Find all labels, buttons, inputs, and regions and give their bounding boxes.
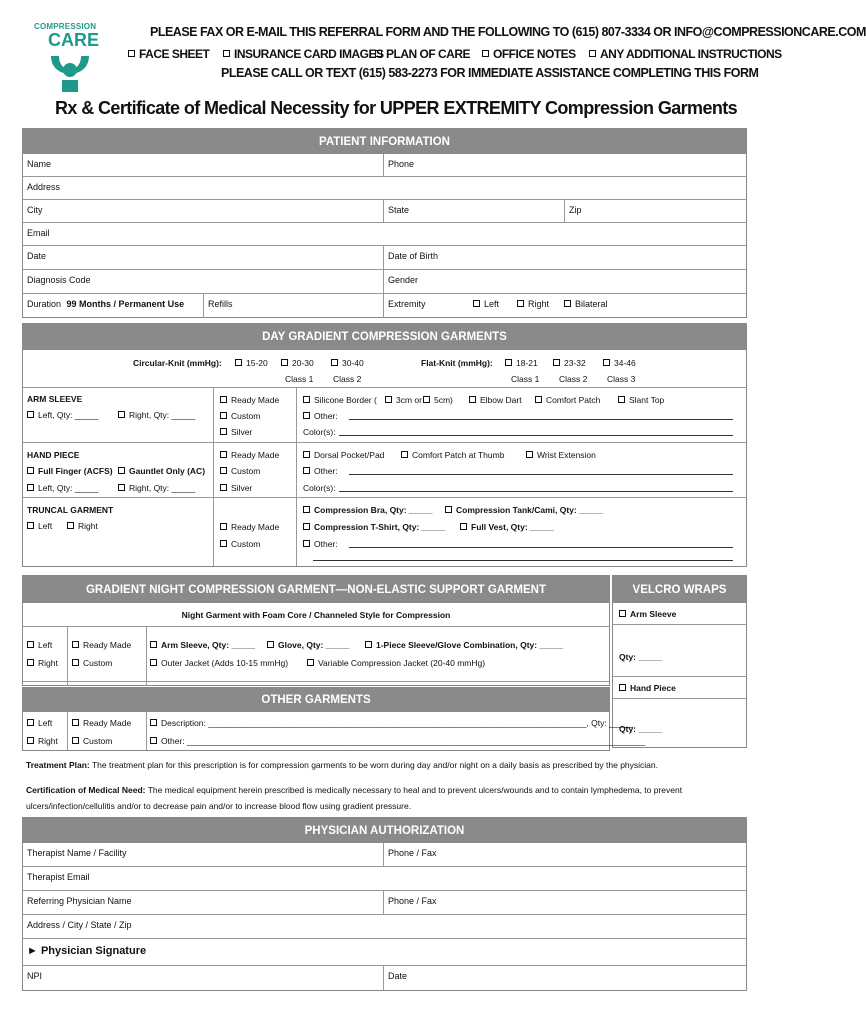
compression-bra-checkbox[interactable] [303,505,433,515]
compression-tank-checkbox[interactable] [445,505,603,515]
checkbox-label: Right [38,658,58,668]
checkbox-label: Left [484,299,500,309]
therapist-phone-field[interactable] [384,843,746,866]
extremity-field [384,294,746,318]
arm-sleeve-block [23,388,746,443]
patient-info-section [22,128,747,318]
other-left-checkbox[interactable] [27,718,52,728]
hand-other-line[interactable] [349,474,733,475]
referring-physician-label: Referring Physician Name [27,896,132,906]
dob-field[interactable] [384,246,746,269]
checklist-plan-of-care[interactable] [375,47,470,61]
gauntlet-checkbox[interactable] [118,466,205,476]
checkbox-label: Right [528,299,550,309]
arm-sleeve-title: ARM SLEEVE [27,394,83,404]
state-field[interactable] [384,200,565,222]
extremity-right-checkbox[interactable] [517,299,549,309]
other-garments-heading: OTHER GARMENTS [23,688,609,712]
checkbox-label: Full Finger (ACFS) [38,466,113,476]
night-one-piece-checkbox[interactable] [365,640,563,650]
treatment-plan-text: The treatment plan for this prescription is for compression garments to be worn during day and/or night on a daily basis as prescribed by the physician. [89,760,659,770]
checkbox-label: Left, Qty: _____ [38,410,99,420]
circular-15-20-checkbox[interactable] [235,358,268,368]
checklist-office-notes[interactable] [482,47,576,61]
slant-top-checkbox[interactable] [618,395,664,405]
silicone-5cm-checkbox[interactable] [423,395,453,405]
checkbox-label: Ready Made [83,718,132,728]
other-garments-section [22,687,646,751]
other-right-checkbox[interactable] [27,736,58,746]
checkbox-label: Other: _________________________________________________________________________________________________ [161,736,646,746]
circular-class-2: Class 2 [333,374,362,384]
logo-text-top: COMPRESSION [34,22,97,31]
arm-right-qty-checkbox[interactable] [118,410,195,420]
hand-piece-block [23,443,746,498]
checklist-insurance-card[interactable] [223,47,384,61]
refills-label: Refills [208,299,233,309]
address-field[interactable] [23,177,746,199]
arm-ready-made-checkbox[interactable] [220,395,279,405]
truncal-other-checkbox[interactable] [303,539,338,549]
checkbox-label: Description: ________________________________________________________________________________, Qty: _____ [161,718,633,728]
certification-text-1: The medical equipment herein prescribed is medically necessary to heal and to prevent ulcers/wounds and to contain lymphedema, to prevent [145,785,683,795]
zip-field[interactable] [565,200,746,222]
other-ready-made-checkbox[interactable] [72,718,131,728]
night-right-checkbox[interactable] [27,658,58,668]
hand-piece-title: HAND PIECE [27,450,80,460]
checkbox-label: 20-30 [292,358,314,368]
header-checklist [128,47,782,63]
checkbox-label: Slant Top [629,395,665,405]
checkbox-label: Right [38,736,58,746]
physician-address-label: Address / City / State / Zip [27,920,132,930]
night-left-checkbox[interactable] [27,640,52,650]
physician-phone-field[interactable] [384,891,746,914]
velcro-hand-piece-checkbox[interactable] [619,683,676,693]
checkbox-label: Comfort Patch [546,395,601,405]
hand-ready-made-checkbox[interactable] [220,450,279,460]
truncal-left-checkbox[interactable] [27,521,52,531]
checkbox-label: Bilateral [575,299,608,309]
checkbox-label: 5cm) [434,395,453,405]
truncal-other-line-2[interactable] [313,560,733,561]
velcro-arm-qty[interactable]: Qty: _____ [619,652,662,662]
zip-label: Zip [569,205,582,215]
physician-address-field[interactable] [23,915,746,938]
therapist-email-field[interactable] [23,867,746,890]
physician-phone-label: Phone / Fax [388,896,437,906]
checkbox-label: Left [38,640,53,650]
state-label: State [388,205,410,215]
arm-left-qty-checkbox[interactable] [27,410,98,420]
arm-custom-checkbox[interactable] [220,411,260,421]
truncal-custom-checkbox[interactable] [220,539,260,549]
form-title: Rx & Certificate of Medical Necessity for UPPER EXTREMITY Compression Garments [55,98,738,118]
checkbox-label: Hand Piece [630,683,676,693]
comfort-patch-thumb-checkbox[interactable] [401,450,504,460]
night-custom-checkbox[interactable] [72,658,112,668]
arm-silver-checkbox[interactable] [220,427,252,437]
checkbox-label: Compression Tank/Cami, Qty: _____ [456,505,603,515]
flat-class-2: Class 2 [559,374,588,384]
signature-date-label: Date [388,971,408,981]
npi-field[interactable] [23,966,384,991]
night-glove-checkbox[interactable] [267,640,349,650]
circular-20-30-checkbox[interactable] [281,358,314,368]
arm-colors-line[interactable] [339,435,733,436]
therapist-name-label: Therapist Name / Facility [27,848,127,858]
checklist-label: INSURANCE CARD IMAGES [234,47,384,61]
checkbox-label: 23-32 [564,358,586,368]
arm-colors-label: Color(s): [303,427,336,437]
compression-level-row [23,350,746,388]
velcro-arm-sleeve-checkbox[interactable] [619,609,676,619]
physician-auth-heading: PHYSICIAN AUTHORIZATION [23,818,746,843]
flat-class-3: Class 3 [607,374,636,384]
signature-date-field[interactable] [384,966,746,991]
checkbox-label: Full Vest, Qty: _____ [471,522,554,532]
truncal-title: TRUNCAL GARMENT [27,505,114,515]
logo-text-care: CARE [48,30,100,50]
checkbox-label: Ready Made [231,395,280,405]
silicone-3cm-checkbox[interactable] [385,395,422,405]
checklist-label: FACE SHEET [139,47,210,61]
checkbox-label: Custom [83,736,113,746]
flat-class-1: Class 1 [511,374,540,384]
hand-left-qty-checkbox[interactable] [27,483,98,493]
flat-23-32-checkbox[interactable] [553,358,586,368]
checkbox-label: Right [78,521,98,531]
header-line-1: PLEASE FAX OR E-MAIL THIS REFERRAL FORM AND THE FOLLOWING TO (615) 807-3334 OR INFO@COMPRESSIONCARE.COM [150,25,866,39]
other-description-checkbox[interactable] [150,718,633,728]
therapist-name-field[interactable] [23,843,384,866]
day-garments-section [22,323,747,567]
treatment-plan [26,760,658,770]
night-arm-sleeve-checkbox[interactable] [150,640,255,650]
header-line-3: PLEASE CALL OR TEXT (615) 583-2273 FOR IMMEDIATE ASSISTANCE COMPLETING THIS FORM [221,66,759,80]
truncal-ready-made-checkbox[interactable] [220,522,279,532]
gender-label: Gender [388,275,419,285]
city-field[interactable] [23,200,384,222]
logo-figure-icon [47,50,93,92]
certification-label: Certification of Medical Need: [26,785,146,795]
checklist-additional-instructions[interactable] [589,47,782,61]
circular-knit-label: Circular-Knit (mmHg): [133,358,222,368]
checkbox-label: Gauntlet Only (AC) [129,466,206,476]
checkbox-label: Ready Made [231,522,280,532]
checkbox-label: Other: [314,411,338,421]
checkbox-label: Custom [231,411,261,421]
hand-silver-checkbox[interactable] [220,483,252,493]
checkbox-label: Right, Qty: _____ [129,410,196,420]
refills-field[interactable] [204,294,384,318]
referring-physician-field[interactable] [23,891,384,914]
circular-class-1: Class 1 [285,374,314,384]
npi-label: NPI [27,971,43,981]
compression-tshirt-checkbox[interactable] [303,522,445,532]
checkbox-label: 1-Piece Sleeve/Glove Combination, Qty: _____ [376,640,564,650]
day-garments-heading: DAY GRADIENT COMPRESSION GARMENTS [23,324,746,350]
checkbox-label: 3cm or [396,395,422,405]
velcro-hand-qty[interactable]: Qty: _____ [619,724,662,734]
certification-text-2: ulcers/infection/cellulitis and/or to decrease pain and/or to increase blood flow using gradient pressure. [26,801,412,811]
arm-other-line[interactable] [349,419,733,420]
elbow-dart-checkbox[interactable] [469,395,522,405]
wrist-extension-checkbox[interactable] [526,450,596,460]
checkbox-label: Dorsal Pocket/Pad [314,450,385,460]
comfort-patch-checkbox[interactable] [535,395,600,405]
duration-field[interactable] [23,294,204,318]
extremity-left-checkbox[interactable] [473,299,499,309]
night-garment-heading: GRADIENT NIGHT COMPRESSION GARMENT—NON-ELASTIC SUPPORT GARMENT [23,576,609,603]
therapist-phone-label: Phone / Fax [388,848,437,858]
checkbox-label: Compression T-Shirt, Qty: _____ [314,522,446,532]
night-ready-made-checkbox[interactable] [72,640,131,650]
checkbox-label: Other: [314,466,338,476]
duration-label: Duration [27,299,62,309]
certification [26,782,682,814]
night-outer-jacket-checkbox[interactable] [150,658,288,668]
diagnosis-label: Diagnosis Code [27,275,91,285]
checkbox-label: Outer Jacket (Adds 10-15 mmHg) [161,658,289,668]
extremity-bilateral-checkbox[interactable] [564,299,608,309]
checkbox-label: Ready Made [231,450,280,460]
checkbox-label: Custom [83,658,113,668]
night-variable-jacket-checkbox[interactable] [307,658,485,668]
hand-other-checkbox[interactable] [303,466,338,476]
truncal-other-line[interactable] [349,547,733,548]
checkbox-label: Compression Bra, Qty: _____ [314,505,433,515]
checkbox-label: Wrist Extension [537,450,596,460]
checklist-label: ANY ADDITIONAL INSTRUCTIONS [600,47,782,61]
night-garment-section [22,575,610,686]
checkbox-label: Right, Qty: _____ [129,483,196,493]
flat-18-21-checkbox[interactable] [505,358,538,368]
checkbox-label: 30-40 [342,358,364,368]
name-label: Name [27,159,52,169]
checkbox-label: Elbow Dart [480,395,522,405]
company-logo [30,20,112,92]
diagnosis-field[interactable] [23,270,384,293]
patient-info-heading: PATIENT INFORMATION [23,129,746,154]
full-finger-checkbox[interactable] [27,466,113,476]
checkbox-label: Silver [231,483,253,493]
therapist-email-label: Therapist Email [27,872,90,882]
checkbox-label: Glove, Qty: _____ [278,640,350,650]
hand-right-qty-checkbox[interactable] [118,483,195,493]
date-field[interactable] [23,246,384,269]
checkbox-label: Custom [231,539,261,549]
checkbox-label: Left [38,521,53,531]
checkbox-label: Silicone Border ( [314,395,377,405]
night-garment-subheading: Night Garment with Foam Core / Channeled Style for Compression [23,603,609,627]
email-field[interactable] [23,223,746,245]
dob-label: Date of Birth [388,251,439,261]
arm-other-checkbox[interactable] [303,411,338,421]
checkbox-label: Variable Compression Jacket (20-40 mmHg) [318,658,486,668]
other-other-checkbox[interactable] [150,736,646,746]
checklist-face-sheet[interactable] [128,47,209,61]
city-label: City [27,205,43,215]
checklist-label: PLAN OF CARE [386,47,470,61]
circular-30-40-checkbox[interactable] [331,358,364,368]
checkbox-label: Custom [231,466,261,476]
flat-knit-label: Flat-Knit (mmHg): [421,358,493,368]
flat-34-46-checkbox[interactable] [603,358,636,368]
checkbox-label: 15-20 [246,358,268,368]
checkbox-label: Comfort Patch at Thumb [412,450,505,460]
dorsal-pocket-checkbox[interactable] [303,450,384,460]
velcro-wraps-heading: VELCRO WRAPS [613,576,746,603]
hand-colors-label: Color(s): [303,483,336,493]
phone-label: Phone [388,159,415,169]
truncal-block [23,498,746,567]
other-custom-checkbox[interactable] [72,736,112,746]
checkbox-label: Left, Qty: _____ [38,483,99,493]
name-field[interactable] [23,154,384,176]
address-label: Address [27,182,61,192]
checkbox-label: Arm Sleeve, Qty: _____ [161,640,256,650]
email-label: Email [27,228,50,238]
truncal-right-checkbox[interactable] [67,521,98,531]
checkbox-label: 34-46 [614,358,636,368]
silicone-border-checkbox[interactable] [303,395,377,405]
checkbox-label: 18-21 [516,358,538,368]
phone-field[interactable] [384,154,746,176]
checkbox-label: Other: [314,539,338,549]
extremity-label: Extremity [388,299,426,309]
physician-signature-field[interactable] [23,939,746,965]
date-label: Date [27,251,47,261]
duration-value: 99 Months / Permanent Use [66,299,185,309]
gender-field[interactable] [384,270,746,293]
checkbox-label: Ready Made [83,640,132,650]
physician-signature-label: ► Physician Signature [27,945,147,957]
hand-custom-checkbox[interactable] [220,466,260,476]
checkbox-label: Silver [231,427,253,437]
full-vest-checkbox[interactable] [460,522,554,532]
checkbox-label: Arm Sleeve [630,609,677,619]
treatment-plan-label: Treatment Plan: [26,760,90,770]
checklist-label: OFFICE NOTES [493,47,576,61]
hand-colors-line[interactable] [339,491,733,492]
checkbox-label: Left [38,718,53,728]
physician-auth-section [22,817,747,991]
